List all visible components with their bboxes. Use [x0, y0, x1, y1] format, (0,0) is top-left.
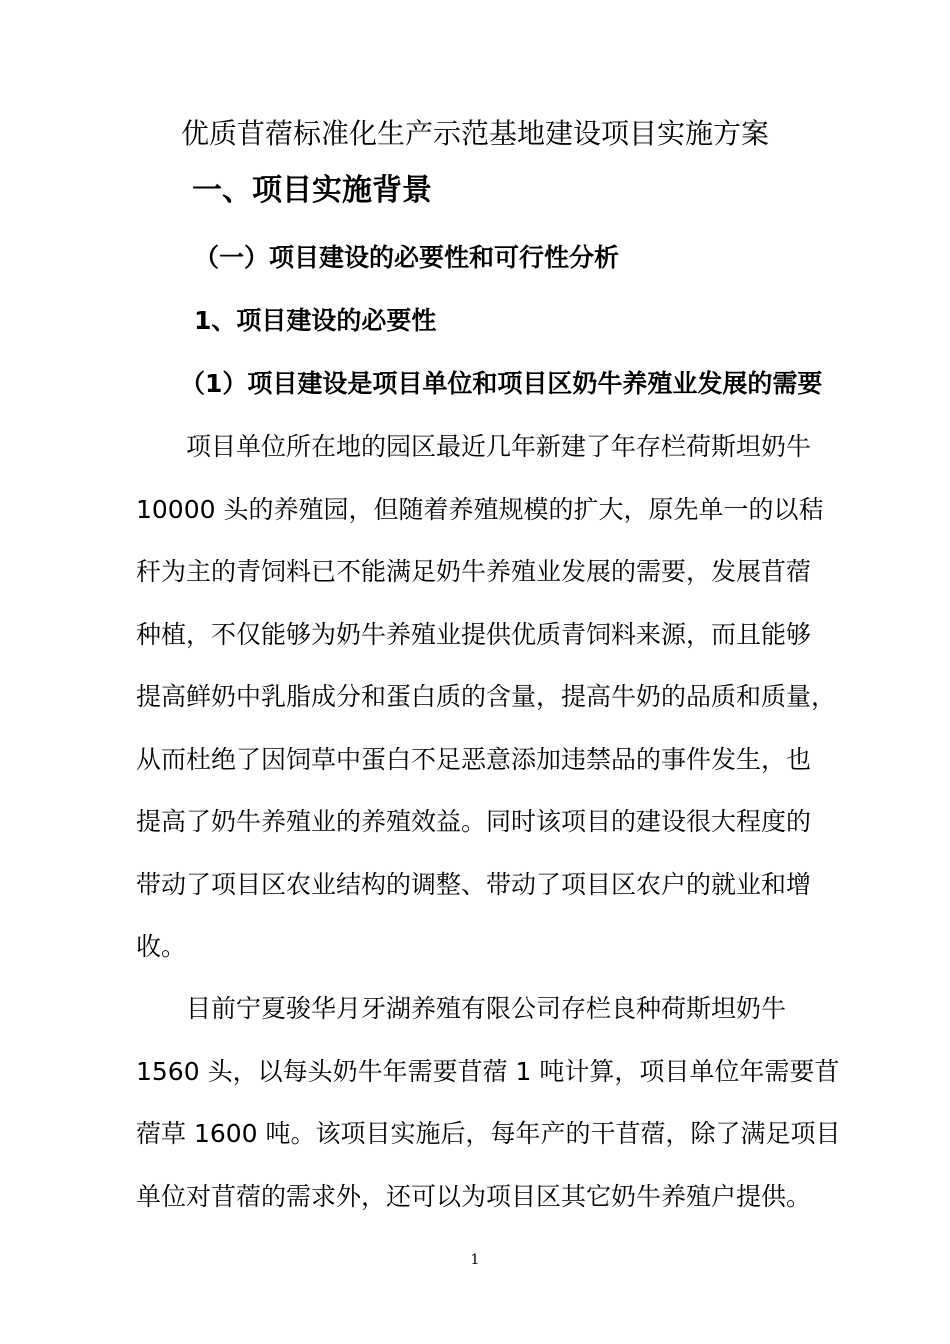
- paragraph-line: 单位对苜蓿的需求外，还可以为项目区其它奶牛养殖户提供。: [136, 1181, 812, 1211]
- paragraph-line: 从而杜绝了因饲草中蛋白不足恶意添加违禁品的事件发生，也: [136, 744, 812, 774]
- page-number: 1: [470, 1252, 480, 1268]
- paragraph-line: 秆为主的青饲料已不能满足奶牛养殖业发展的需要，发展苜蓿: [136, 557, 812, 586]
- paragraph-1: [136, 426, 856, 989]
- paragraph-line: 10000 头的养殖园，但随着养殖规模的扩大，原先单一的以秸: [136, 494, 824, 524]
- paragraph-line: 1560 头，以每头奶牛年需要苜蓿 1 吨计算，项目单位年需要苜: [136, 1056, 840, 1086]
- paragraph-line: 带动了项目区农业结构的调整、带动了项目区农户的就业和增: [136, 869, 812, 899]
- paragraph-line: 收。: [136, 932, 187, 961]
- paragraph-line: 提高鲜奶中乳脂成分和蛋白质的含量，提高牛奶的品质和质量，: [136, 682, 837, 711]
- paragraph-line: 项目单位所在地的园区最近几年新建了年存栏荷斯坦奶牛: [186, 432, 812, 461]
- paragraph-2: [136, 988, 856, 1238]
- subsection-heading: （一）项目建设的必要性和可行性分析: [194, 243, 620, 272]
- paragraph-line: 提高了奶牛养殖业的养殖效益。同时该项目的建设很大程度的: [136, 807, 812, 836]
- section-heading: 一、项目实施背景: [192, 173, 432, 208]
- paragraph-line: 种植，不仅能够为奶牛养殖业提供优质青饲料来源，而且能够: [136, 619, 812, 649]
- document-title: 优质苜蓿标准化生产示范基地建设项目实施方案: [180, 117, 769, 150]
- paragraph-line: 目前宁夏骏华月牙湖养殖有限公司存栏良种荷斯坦奶牛: [186, 994, 787, 1023]
- point-heading: （1）项目建设是项目单位和项目区奶牛养殖业发展的需要: [180, 369, 823, 398]
- paragraph-line: 蓿草 1600 吨。该项目实施后，每年产的干苜蓿，除了满足项目: [136, 1119, 841, 1148]
- subsubsection-heading: 1、项目建设的必要性: [194, 306, 437, 335]
